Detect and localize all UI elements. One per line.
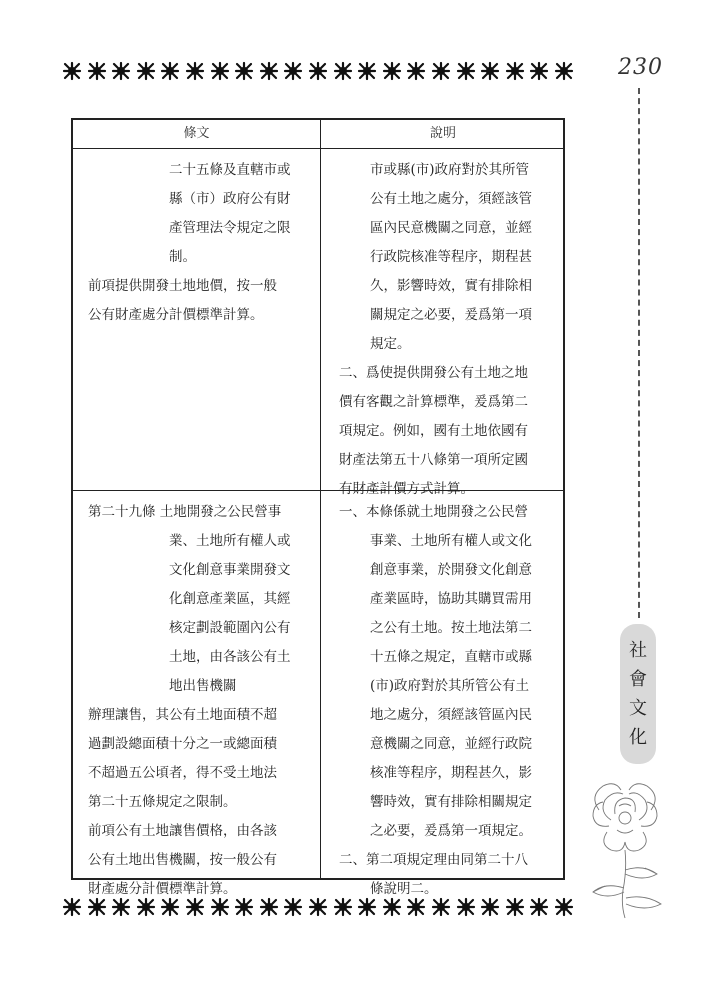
side-tab-char: 社 bbox=[629, 640, 647, 661]
column-header-explanation: 說明 bbox=[429, 126, 456, 141]
ornament-motif bbox=[308, 897, 328, 917]
explanation-text-line: 價有客觀之計算標準，爰爲第二 bbox=[339, 394, 528, 410]
explanation-text-line: 久，影響時效，實有排除相 bbox=[370, 278, 532, 294]
article-text-line: 化創意產業區，其經 bbox=[169, 591, 291, 607]
ornament-motif bbox=[333, 61, 353, 81]
explanation-text-line: 之公有土地。按土地法第二 bbox=[370, 620, 532, 636]
ornament-motif bbox=[456, 61, 476, 81]
article-text-line: 業、土地所有權人或 bbox=[169, 533, 291, 549]
article-text-line: 公有土地出售機關，按一般公有 bbox=[88, 852, 277, 868]
article-text-line: 不超過五公頃者，得不受土地法 bbox=[88, 765, 277, 781]
ornament-motif bbox=[406, 61, 426, 81]
ornament-motif bbox=[185, 897, 205, 917]
article-text-line: 前項提供開發土地地價，按一般 bbox=[88, 278, 277, 294]
provisions-table bbox=[71, 118, 565, 897]
ornament-motif bbox=[111, 61, 131, 81]
article-text-line: 土地，由各該公有土 bbox=[169, 649, 291, 665]
top-ornament-border bbox=[62, 60, 574, 82]
article-text-line: 第二十九條 土地開發之公民營事 bbox=[88, 504, 282, 520]
ornament-motif bbox=[185, 61, 205, 81]
ornament-motif bbox=[62, 897, 82, 917]
explanation-text-line: 產業區時，協助其購買需用 bbox=[370, 591, 532, 607]
explanation-text-line: 事業、土地所有權人或文化 bbox=[370, 533, 532, 549]
ornament-motif bbox=[283, 897, 303, 917]
column-divider bbox=[320, 120, 321, 878]
explanation-text-line: 核准等程序，期程甚久，影 bbox=[370, 765, 532, 781]
ornament-motif bbox=[529, 897, 549, 917]
ornament-motif bbox=[210, 897, 230, 917]
ornament-motif bbox=[234, 61, 254, 81]
page-number: 230 bbox=[618, 55, 663, 80]
ornament-motif bbox=[431, 61, 451, 81]
explanation-text-line: 財產法第五十八條第一項所定國 bbox=[339, 452, 528, 468]
peony-flower-illustration bbox=[585, 770, 685, 920]
side-tab-char: 會 bbox=[629, 669, 647, 690]
ornament-motif bbox=[456, 897, 476, 917]
ornament-motif bbox=[357, 897, 377, 917]
article-text-line: 公有財產處分計價標準計算。 bbox=[88, 307, 264, 323]
explanation-text-line: 關規定之必要，爰爲第一項 bbox=[370, 307, 532, 323]
article-text-line: 財產處分計價標準計算。 bbox=[88, 881, 237, 897]
ornament-motif bbox=[283, 61, 303, 81]
side-tab-char: 化 bbox=[629, 727, 647, 748]
explanation-text-line: 項規定。例如，國有土地依國有 bbox=[339, 423, 528, 439]
article-text-line: 二十五條及直轄市或 bbox=[169, 162, 291, 178]
explanation-text-line: 意機關之同意，並經行政院 bbox=[370, 736, 532, 752]
article-text-line: 縣（市）政府公有財 bbox=[169, 191, 291, 207]
side-section-tab bbox=[620, 624, 656, 764]
ornament-motif bbox=[136, 897, 156, 917]
explanation-text-line: (市)政府對於其所管公有土 bbox=[370, 678, 530, 694]
side-dashed-line bbox=[638, 88, 640, 618]
ornament-motif bbox=[160, 897, 180, 917]
ornament-motif bbox=[382, 897, 402, 917]
ornament-motif bbox=[431, 897, 451, 917]
explanation-text-line: 區內民意機關之同意，並經 bbox=[370, 220, 532, 236]
ornament-motif bbox=[136, 61, 156, 81]
explanation-text-line: 十五條之規定，直轄市或縣 bbox=[370, 649, 532, 665]
ornament-motif bbox=[333, 897, 353, 917]
row-rule bbox=[73, 490, 563, 491]
explanation-text-line: 有財產計價方式計算。 bbox=[339, 481, 474, 497]
article-text-line: 制。 bbox=[169, 249, 196, 265]
explanation-text-line: 二、爲使提供開發公有土地之地 bbox=[339, 365, 528, 381]
bottom-ornament-border bbox=[62, 896, 574, 918]
ornament-motif bbox=[406, 897, 426, 917]
ornament-motif bbox=[308, 61, 328, 81]
ornament-motif bbox=[382, 61, 402, 81]
article-text-line: 前項公有土地讓售價格，由各該 bbox=[88, 823, 277, 839]
explanation-text-line: 市或縣(市)政府對於其所管 bbox=[370, 162, 530, 178]
ornament-motif bbox=[529, 61, 549, 81]
explanation-text-line: 之必要，爰爲第一項規定。 bbox=[370, 823, 532, 839]
article-text-line: 辦理讓售，其公有土地面積不超 bbox=[88, 707, 277, 723]
article-text-line: 文化創意事業開發文 bbox=[169, 562, 291, 578]
ornament-motif bbox=[62, 61, 82, 81]
ornament-motif bbox=[554, 61, 574, 81]
header-rule bbox=[73, 148, 563, 149]
ornament-motif bbox=[505, 61, 525, 81]
article-text-line: 第二十五條規定之限制。 bbox=[88, 794, 237, 810]
explanation-text-line: 響時效，實有排除相關規定 bbox=[370, 794, 532, 810]
explanation-text-line: 規定。 bbox=[370, 336, 411, 352]
ornament-motif bbox=[111, 897, 131, 917]
ornament-motif bbox=[87, 897, 107, 917]
ornament-motif bbox=[234, 897, 254, 917]
article-text-line: 過劃設總面積十分之一或總面積 bbox=[88, 736, 277, 752]
ornament-motif bbox=[87, 61, 107, 81]
column-header-articles: 條文 bbox=[183, 126, 210, 141]
explanation-text-line: 一、本條係就土地開發之公民營 bbox=[339, 504, 528, 520]
explanation-text-line: 地之處分，須經該管區內民 bbox=[370, 707, 532, 723]
ornament-motif bbox=[259, 61, 279, 81]
ornament-motif bbox=[480, 897, 500, 917]
side-tab-char: 文 bbox=[629, 698, 647, 719]
ornament-motif bbox=[259, 897, 279, 917]
article-text-line: 核定劃設範圍內公有 bbox=[169, 620, 291, 636]
ornament-motif bbox=[554, 897, 574, 917]
explanation-text-line: 條說明二。 bbox=[370, 881, 438, 897]
ornament-motif bbox=[357, 61, 377, 81]
ornament-motif bbox=[210, 61, 230, 81]
explanation-text-line: 行政院核准等程序，期程甚 bbox=[370, 249, 532, 265]
explanation-text-line: 創意事業，於開發文化創意 bbox=[370, 562, 532, 578]
article-text-line: 產管理法令規定之限 bbox=[169, 220, 291, 236]
ornament-motif bbox=[480, 61, 500, 81]
ornament-motif bbox=[160, 61, 180, 81]
ornament-motif bbox=[505, 897, 525, 917]
article-text-line: 地出售機關 bbox=[169, 678, 237, 694]
explanation-text-line: 二、第二項規定理由同第二十八 bbox=[339, 852, 528, 868]
explanation-text-line: 公有土地之處分，須經該管 bbox=[370, 191, 532, 207]
